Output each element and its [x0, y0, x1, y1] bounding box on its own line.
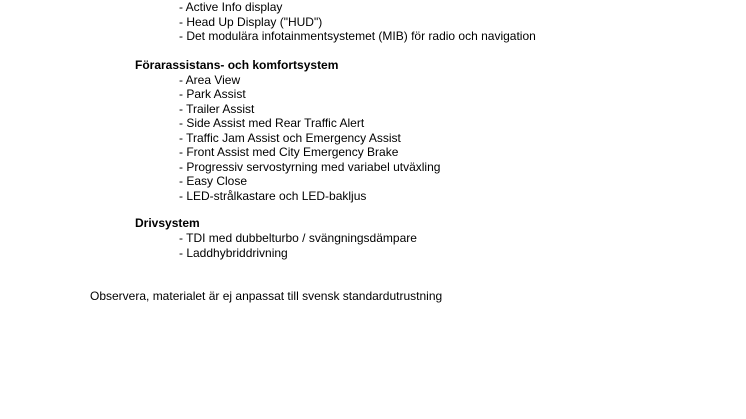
- list-item: - Park Assist: [179, 87, 246, 101]
- driver-assist-heading: Förarassistans- och komfortsystem: [135, 58, 339, 72]
- list-item: - Easy Close: [179, 174, 248, 188]
- list-item: - Det modulära infotainmentsystemet (MIB) för radio och navigation: [179, 29, 536, 43]
- drivetrain-list: [179, 231, 417, 260]
- driver-assist-list: [179, 73, 440, 204]
- list-item: - Traffic Jam Assist och Emergency Assist: [179, 130, 401, 145]
- list-item: - TDI med dubbelturbo / svängningsdämpare: [179, 231, 417, 245]
- list-item: - LED-strålkastare och LED-bakljus: [179, 188, 367, 203]
- list-item: - Front Assist med City Emergency Brake: [179, 145, 399, 159]
- list-item: - Progressiv servostyrning med variabel utväxling: [179, 159, 441, 174]
- list-item: - Area View: [179, 72, 241, 87]
- disclaimer-note: Observera, materialet är ej anpassat till svensk standardutrustning: [90, 289, 443, 303]
- list-item: - Laddhybriddrivning: [179, 245, 288, 260]
- list-item: - Trailer Assist: [179, 101, 255, 116]
- list-item: - Head Up Display ("HUD"): [179, 14, 323, 29]
- continued-feature-list: [179, 0, 536, 44]
- drivetrain-heading: Drivsystem: [135, 216, 200, 230]
- list-item: - Active Info display: [179, 0, 283, 14]
- list-item: - Side Assist med Rear Traffic Alert: [179, 116, 365, 130]
